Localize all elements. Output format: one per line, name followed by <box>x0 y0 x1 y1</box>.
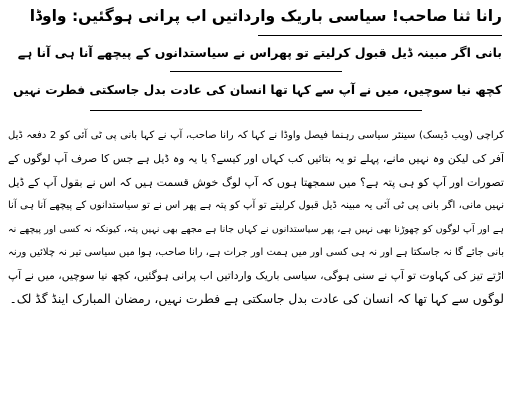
headline-3: کچھ نیا سوچیں، میں نے آپ سے کہا تھا انسان کی عادت بدل جاسکتی فطرت نہیں <box>13 83 502 97</box>
body-line: اڑتے تیز کی کہاوت تو آپ نے سنی ہوگی، سیاسی باریک وارداتیں اب پرانی ہوگئیں، کچھ نیا سوچیں، میں نے آپ <box>8 269 504 283</box>
headline-1: رانا ثنا صاحب! سیاسی باریک وارداتیں اب پرانی ہوگئیں: واوڈا <box>29 7 502 25</box>
headline-divider-3 <box>90 110 422 111</box>
body-line: ہے اور آپ لوگوں کو چھوڑنا بھی نہیں ہے، پھر سیاستدانوں نے کہاں جانا ہے مجھے بھی نہیں پتہ، کیونکہ نہ کسی اور پیچھے نہ <box>8 223 504 235</box>
headline-divider-2 <box>170 71 342 72</box>
body-line: نہیں مانی، اگر بانی پی ٹی آئی یہ مبینہ ڈیل قبول کرلیتے تو آپ کو پتہ ہے پھر اس نے تو سیاستدانوں کے پیچھے آنا ہی آنا <box>8 200 504 212</box>
body-line: آفر کی لیکن وہ نہیں مانے، پہلے تو یہ بتائیں کب کہاں اور کیسے؟ یا یہ وہ ڈیل ہے جس کا صرف آپ لوگوں کے <box>8 152 504 166</box>
body-line: کراچی (ویب ڈیسک) سینئر سیاسی رہنما فیصل واوڈا نے کہا کہ رانا صاحب، آپ نے کہا بانی پی ٹی آئی کو 2 دفعہ ڈیل <box>8 130 504 141</box>
headline-2: بانی اگر مبینہ ڈیل قبول کرلیتے تو پھراس نے سیاستدانوں کے پیچھے آنا ہی آنا ہے <box>17 45 502 60</box>
body-line: بانی جائے گا نہ جاسکتا ہے اور نہ ہی کسی اور میں ہمت اور جرات ہے، رانا صاحب، ہوا میں سیاسی تیر نہ چلائیں ورنہ <box>8 247 504 259</box>
article-body <box>8 124 504 311</box>
body-line: لوگوں سے کہا تھا کہ انسان کی عادت بدل جاسکتی ہے فطرت نہیں، رمضان المبارک اینڈ گڈ لک۔ <box>9 291 504 306</box>
body-line: تصورات اور آپ کو ہی پتہ ہے؟ میں سمجھتا ہوں کہ آپ لوگ خوش قسمت ہیں کہ اس نے بقول آپ کے ڈیل <box>8 175 504 189</box>
headline-divider-1 <box>258 35 502 36</box>
